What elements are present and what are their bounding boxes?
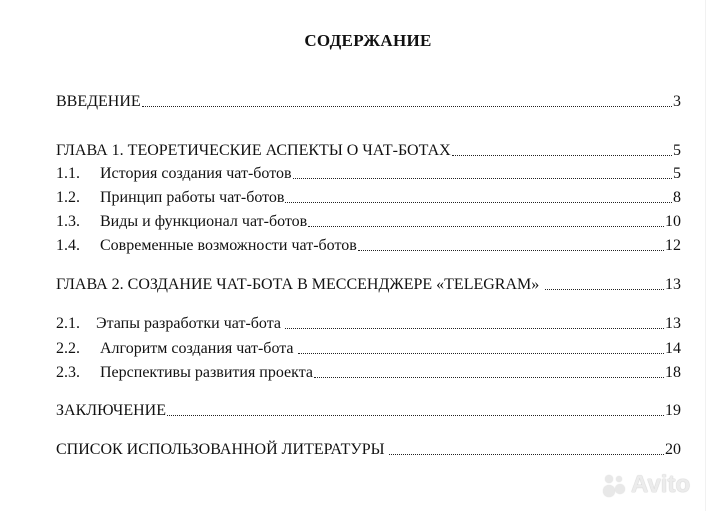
toc-entry-number: 1.3. xyxy=(56,213,80,230)
toc-entry-label: ГЛАВА 2. СОЗДАНИЕ ЧАТ-БОТА В МЕССЕНДЖЕРЕ «TELEGRAM» xyxy=(56,276,540,293)
toc-entry-2-1 xyxy=(56,314,681,334)
toc-entry-page: 8 xyxy=(673,189,681,206)
toc-entry-label: ЗАКЛЮЧЕНИЕ xyxy=(56,402,166,419)
dot-leader xyxy=(142,106,672,107)
toc-entry-number: 2.3. xyxy=(56,364,80,381)
dot-leader xyxy=(293,178,672,179)
toc-entry-chapter-1 xyxy=(56,141,681,161)
dot-leader xyxy=(358,250,664,251)
dot-leader xyxy=(545,289,664,290)
avito-logo-icon xyxy=(602,472,628,498)
toc-entry-label: Принцип работы чат-ботов xyxy=(100,189,285,206)
toc-entry-page: 5 xyxy=(673,165,681,182)
toc-entry-label: История создания чат-ботов xyxy=(100,165,292,182)
toc-entry-page: 19 xyxy=(665,402,681,419)
toc-title: СОДЕРЖАНИЕ xyxy=(304,31,432,50)
toc-entry-1-3 xyxy=(56,212,681,232)
toc-entry-number: 1.4. xyxy=(56,237,80,254)
toc-entry-page: 3 xyxy=(673,93,681,110)
watermark-text: Avito xyxy=(631,471,691,498)
toc-entry-label: Алгоритм создания чат-бота xyxy=(100,340,294,357)
toc-entry-page: 12 xyxy=(665,237,681,254)
toc-entry-page: 20 xyxy=(665,441,681,458)
toc-entry-number: 2.1. xyxy=(56,315,80,332)
toc-entry-1-2 xyxy=(56,188,681,208)
toc-entry-page: 14 xyxy=(665,340,681,357)
dot-leader xyxy=(389,454,664,455)
toc-entry-2-2 xyxy=(56,339,681,359)
toc-entry-introduction xyxy=(56,92,681,112)
toc-entry-page: 5 xyxy=(673,142,681,159)
toc-entry-1-1 xyxy=(56,164,681,184)
toc-entry-label: ГЛАВА 1. ТЕОРЕТИЧЕСКИЕ АСПЕКТЫ О ЧАТ-БОТАХ xyxy=(56,142,451,159)
toc-entry-label: Этапы разработки чат-бота xyxy=(96,315,282,332)
toc-entry-number: 1.1. xyxy=(56,165,80,182)
dot-leader xyxy=(308,226,664,227)
toc-entry-label: ВВЕДЕНИЕ xyxy=(56,93,141,110)
avito-watermark xyxy=(602,470,702,500)
toc-entry-conclusion xyxy=(56,401,681,421)
toc-entry-label: Современные возможности чат-ботов xyxy=(100,237,357,254)
toc-entry-page: 13 xyxy=(665,276,681,293)
toc-entry-label: СПИСОК ИСПОЛЬЗОВАННОЙ ЛИТЕРАТУРЫ xyxy=(56,441,385,458)
toc-entry-1-4 xyxy=(56,236,681,256)
dot-leader xyxy=(167,415,664,416)
toc-entry-chapter-2 xyxy=(56,275,681,295)
toc-entry-label: Виды и функционал чат-ботов xyxy=(100,213,308,230)
toc-entry-number: 1.2. xyxy=(56,189,80,206)
dot-leader xyxy=(314,377,664,378)
toc-entry-page: 18 xyxy=(665,364,681,381)
dot-leader xyxy=(285,328,664,329)
page-edge-divider xyxy=(705,0,706,511)
toc-entry-2-3 xyxy=(56,363,681,383)
dot-leader xyxy=(452,155,672,156)
toc-entry-label: Перспективы развития проекта xyxy=(100,364,314,381)
dot-leader xyxy=(298,353,664,354)
toc-entry-page: 10 xyxy=(665,213,681,230)
dot-leader xyxy=(285,202,672,203)
toc-entry-number: 2.2. xyxy=(56,340,80,357)
toc-entry-page: 13 xyxy=(665,315,681,332)
toc-entry-references xyxy=(56,440,681,460)
